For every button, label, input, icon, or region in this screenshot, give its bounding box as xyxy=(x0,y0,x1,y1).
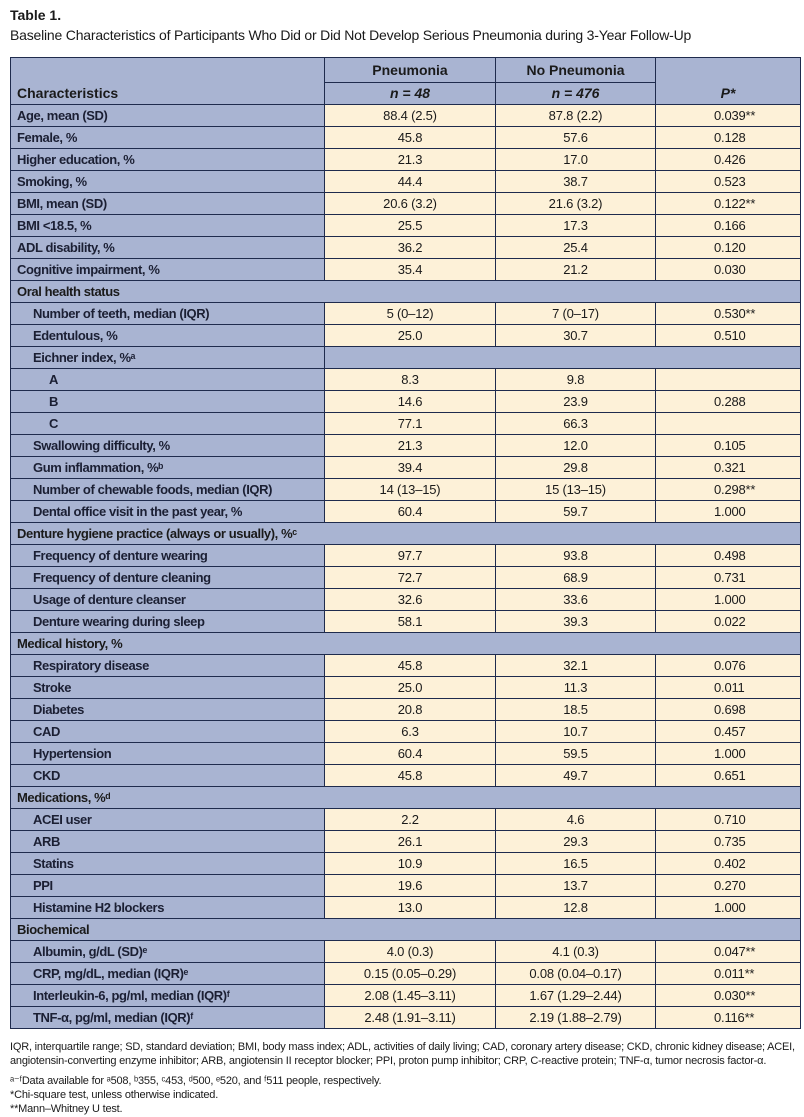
row-label: Edentulous, % xyxy=(11,325,325,347)
p-value xyxy=(656,369,801,391)
table-row xyxy=(11,853,801,875)
p-value: 0.047** xyxy=(656,941,801,963)
pneumonia-value: 60.4 xyxy=(325,501,496,523)
row-label: TNF-α, pg/ml, median (IQR)ᶠ xyxy=(11,1007,325,1029)
pneumonia-value: 25.0 xyxy=(325,325,496,347)
row-label: Eichner index, %ᵃ xyxy=(11,347,325,369)
header-pneumonia-n: n = 48 xyxy=(325,83,496,105)
p-value: 0.120 xyxy=(656,237,801,259)
table-row xyxy=(11,699,801,721)
pneumonia-value: 97.7 xyxy=(325,545,496,567)
row-label: Usage of denture cleanser xyxy=(11,589,325,611)
p-value: 0.731 xyxy=(656,567,801,589)
p-value: 0.298** xyxy=(656,479,801,501)
table-row xyxy=(11,765,801,787)
no-pneumonia-value: 59.7 xyxy=(496,501,656,523)
no-pneumonia-value: 93.8 xyxy=(496,545,656,567)
pneumonia-value: 5 (0–12) xyxy=(325,303,496,325)
pneumonia-value: 20.6 (3.2) xyxy=(325,193,496,215)
table-row xyxy=(11,743,801,765)
table-row xyxy=(11,193,801,215)
table-row xyxy=(11,149,801,171)
p-value: 0.270 xyxy=(656,875,801,897)
no-pneumonia-value: 49.7 xyxy=(496,765,656,787)
table-row xyxy=(11,721,801,743)
table-row xyxy=(11,809,801,831)
header-row xyxy=(11,58,801,83)
row-label: CKD xyxy=(11,765,325,787)
no-pneumonia-value: 17.0 xyxy=(496,149,656,171)
no-pneumonia-value: 15 (13–15) xyxy=(496,479,656,501)
p-value: 0.030 xyxy=(656,259,801,281)
p-value: 0.498 xyxy=(656,545,801,567)
row-label: Denture wearing during sleep xyxy=(11,611,325,633)
row-label: Frequency of denture wearing xyxy=(11,545,325,567)
no-pneumonia-value: 10.7 xyxy=(496,721,656,743)
row-label: ADL disability, % xyxy=(11,237,325,259)
no-pneumonia-value: 13.7 xyxy=(496,875,656,897)
table-row xyxy=(11,215,801,237)
pneumonia-value: 77.1 xyxy=(325,413,496,435)
table-row xyxy=(11,369,801,391)
p-value: 1.000 xyxy=(656,501,801,523)
row-label: Dental office visit in the past year, % xyxy=(11,501,325,523)
no-pneumonia-value: 17.3 xyxy=(496,215,656,237)
row-label: CAD xyxy=(11,721,325,743)
row-label: Frequency of denture cleaning xyxy=(11,567,325,589)
subsection-fill xyxy=(325,347,801,369)
pneumonia-value: 2.08 (1.45–3.11) xyxy=(325,985,496,1007)
pneumonia-value: 44.4 xyxy=(325,171,496,193)
subsection-row xyxy=(11,347,801,369)
section-row xyxy=(11,919,801,941)
table-row xyxy=(11,655,801,677)
row-label: Respiratory disease xyxy=(11,655,325,677)
p-value: 0.426 xyxy=(656,149,801,171)
table-row xyxy=(11,677,801,699)
p-value xyxy=(656,413,801,435)
pneumonia-value: 4.0 (0.3) xyxy=(325,941,496,963)
row-label: Smoking, % xyxy=(11,171,325,193)
table-row xyxy=(11,303,801,325)
table-row xyxy=(11,391,801,413)
header-no-pneumonia: No Pneumonia xyxy=(496,58,656,83)
pneumonia-value: 25.5 xyxy=(325,215,496,237)
p-value: 0.710 xyxy=(656,809,801,831)
p-value: 0.105 xyxy=(656,435,801,457)
header-no-pneumonia-n: n = 476 xyxy=(496,83,656,105)
no-pneumonia-value: 2.19 (1.88–2.79) xyxy=(496,1007,656,1029)
table-row xyxy=(11,941,801,963)
row-label: BMI, mean (SD) xyxy=(11,193,325,215)
header-characteristics: Characteristics xyxy=(11,58,325,105)
pneumonia-value: 45.8 xyxy=(325,765,496,787)
table-row xyxy=(11,589,801,611)
row-label: Number of teeth, median (IQR) xyxy=(11,303,325,325)
section-label: Biochemical xyxy=(11,919,801,941)
pneumonia-value: 36.2 xyxy=(325,237,496,259)
p-value: 1.000 xyxy=(656,897,801,919)
table-row xyxy=(11,875,801,897)
p-value: 0.030** xyxy=(656,985,801,1007)
p-value: 0.530** xyxy=(656,303,801,325)
table-row xyxy=(11,325,801,347)
section-row xyxy=(11,633,801,655)
p-value: 1.000 xyxy=(656,743,801,765)
table-row xyxy=(11,897,801,919)
section-label: Medical history, % xyxy=(11,633,801,655)
no-pneumonia-value: 4.1 (0.3) xyxy=(496,941,656,963)
no-pneumonia-value: 29.8 xyxy=(496,457,656,479)
row-label: Number of chewable foods, median (IQR) xyxy=(11,479,325,501)
no-pneumonia-value: 11.3 xyxy=(496,677,656,699)
table-row xyxy=(11,963,801,985)
p-value: 0.651 xyxy=(656,765,801,787)
no-pneumonia-value: 7 (0–17) xyxy=(496,303,656,325)
row-label: Albumin, g/dL (SD)ᵉ xyxy=(11,941,325,963)
no-pneumonia-value: 38.7 xyxy=(496,171,656,193)
footnote-availability: ᵃ⁻ᶠData available for ᵃ508, ᵇ355, ᶜ453, ᵈ500, ᵉ520, and ᶠ511 people, respectively. xyxy=(10,1075,382,1087)
no-pneumonia-value: 32.1 xyxy=(496,655,656,677)
pneumonia-value: 39.4 xyxy=(325,457,496,479)
pneumonia-value: 45.8 xyxy=(325,127,496,149)
p-value: 0.457 xyxy=(656,721,801,743)
p-value: 0.510 xyxy=(656,325,801,347)
no-pneumonia-value: 30.7 xyxy=(496,325,656,347)
pneumonia-value: 72.7 xyxy=(325,567,496,589)
pneumonia-value: 2.48 (1.91–3.11) xyxy=(325,1007,496,1029)
no-pneumonia-value: 23.9 xyxy=(496,391,656,413)
no-pneumonia-value: 21.6 (3.2) xyxy=(496,193,656,215)
no-pneumonia-value: 57.6 xyxy=(496,127,656,149)
row-label: Stroke xyxy=(11,677,325,699)
table-row xyxy=(11,611,801,633)
footnote-abbreviations: IQR, interquartile range; SD, standard deviation; BMI, body mass index; ADL, activities of daily living; CAD, coronary artery disease; CKD, chronic kidney disease; ACEI, angiotensin-converting enzyme inhibitor; ARB, angiotensin II receptor blocker; PPI, proton pump inhibitor; CRP, C-reactive protein; TNF-α, tumor necrosis factor-α. xyxy=(10,1041,795,1067)
no-pneumonia-value: 39.3 xyxy=(496,611,656,633)
pneumonia-value: 19.6 xyxy=(325,875,496,897)
no-pneumonia-value: 18.5 xyxy=(496,699,656,721)
row-label: Diabetes xyxy=(11,699,325,721)
pneumonia-value: 32.6 xyxy=(325,589,496,611)
p-value: 0.022 xyxy=(656,611,801,633)
pneumonia-value: 58.1 xyxy=(325,611,496,633)
p-value: 0.321 xyxy=(656,457,801,479)
section-row xyxy=(11,281,801,303)
p-value: 0.288 xyxy=(656,391,801,413)
pneumonia-value: 21.3 xyxy=(325,435,496,457)
row-label: Histamine H2 blockers xyxy=(11,897,325,919)
row-label: A xyxy=(11,369,325,391)
p-value: 0.116** xyxy=(656,1007,801,1029)
row-label: CRP, mg/dL, median (IQR)ᵉ xyxy=(11,963,325,985)
table-row xyxy=(11,259,801,281)
row-label: Interleukin-6, pg/ml, median (IQR)ᶠ xyxy=(11,985,325,1007)
no-pneumonia-value: 12.0 xyxy=(496,435,656,457)
p-value: 0.039** xyxy=(656,105,801,127)
p-value: 1.000 xyxy=(656,589,801,611)
row-label: C xyxy=(11,413,325,435)
pneumonia-value: 88.4 (2.5) xyxy=(325,105,496,127)
pneumonia-value: 14 (13–15) xyxy=(325,479,496,501)
p-value: 0.166 xyxy=(656,215,801,237)
table-row xyxy=(11,237,801,259)
row-label: Cognitive impairment, % xyxy=(11,259,325,281)
no-pneumonia-value: 9.8 xyxy=(496,369,656,391)
no-pneumonia-value: 4.6 xyxy=(496,809,656,831)
row-label: PPI xyxy=(11,875,325,897)
row-label: Higher education, % xyxy=(11,149,325,171)
section-row xyxy=(11,523,801,545)
row-label: Female, % xyxy=(11,127,325,149)
table-row xyxy=(11,435,801,457)
section-label: Oral health status xyxy=(11,281,801,303)
pneumonia-value: 26.1 xyxy=(325,831,496,853)
p-value: 0.523 xyxy=(656,171,801,193)
pneumonia-value: 14.6 xyxy=(325,391,496,413)
header-p-value: P* xyxy=(656,58,801,105)
no-pneumonia-value: 87.8 (2.2) xyxy=(496,105,656,127)
row-label: ACEI user xyxy=(11,809,325,831)
no-pneumonia-value: 59.5 xyxy=(496,743,656,765)
pneumonia-value: 45.8 xyxy=(325,655,496,677)
no-pneumonia-value: 0.08 (0.04–0.17) xyxy=(496,963,656,985)
p-value: 0.011** xyxy=(656,963,801,985)
section-row xyxy=(11,787,801,809)
no-pneumonia-value: 1.67 (1.29–2.44) xyxy=(496,985,656,1007)
p-value: 0.402 xyxy=(656,853,801,875)
pneumonia-value: 20.8 xyxy=(325,699,496,721)
table-row xyxy=(11,985,801,1007)
pneumonia-value: 13.0 xyxy=(325,897,496,919)
row-label: BMI <18.5, % xyxy=(11,215,325,237)
table-caption: Baseline Characteristics of Participants Who Did or Did Not Develop Serious Pneumonia during 3-Year Follow-Up xyxy=(10,27,692,43)
pneumonia-value: 0.15 (0.05–0.29) xyxy=(325,963,496,985)
p-value: 0.076 xyxy=(656,655,801,677)
row-label: B xyxy=(11,391,325,413)
p-value: 0.128 xyxy=(656,127,801,149)
table-row xyxy=(11,413,801,435)
p-value: 0.698 xyxy=(656,699,801,721)
pneumonia-value: 8.3 xyxy=(325,369,496,391)
no-pneumonia-value: 12.8 xyxy=(496,897,656,919)
pneumonia-value: 21.3 xyxy=(325,149,496,171)
footnote-mann-whitney: **Mann–Whitney U test. xyxy=(10,1103,123,1115)
row-label: Swallowing difficulty, % xyxy=(11,435,325,457)
p-value: 0.735 xyxy=(656,831,801,853)
table-row xyxy=(11,171,801,193)
no-pneumonia-value: 16.5 xyxy=(496,853,656,875)
no-pneumonia-value: 25.4 xyxy=(496,237,656,259)
p-value: 0.122** xyxy=(656,193,801,215)
section-label: Denture hygiene practice (always or usually), %ᶜ xyxy=(11,523,801,545)
pneumonia-value: 60.4 xyxy=(325,743,496,765)
table-row xyxy=(11,545,801,567)
no-pneumonia-value: 33.6 xyxy=(496,589,656,611)
row-label: ARB xyxy=(11,831,325,853)
table-row xyxy=(11,1007,801,1029)
row-label: Age, mean (SD) xyxy=(11,105,325,127)
pneumonia-value: 6.3 xyxy=(325,721,496,743)
data-table xyxy=(10,57,801,1029)
header-pneumonia: Pneumonia xyxy=(325,58,496,83)
pneumonia-value: 25.0 xyxy=(325,677,496,699)
no-pneumonia-value: 66.3 xyxy=(496,413,656,435)
no-pneumonia-value: 29.3 xyxy=(496,831,656,853)
table-row xyxy=(11,479,801,501)
table-row xyxy=(11,831,801,853)
pneumonia-value: 2.2 xyxy=(325,809,496,831)
pneumonia-value: 35.4 xyxy=(325,259,496,281)
footnote-chi-square: *Chi-square test, unless otherwise indicated. xyxy=(10,1089,219,1101)
row-label: Gum inflammation, %ᵇ xyxy=(11,457,325,479)
no-pneumonia-value: 21.2 xyxy=(496,259,656,281)
p-value: 0.011 xyxy=(656,677,801,699)
table-row xyxy=(11,567,801,589)
no-pneumonia-value: 68.9 xyxy=(496,567,656,589)
table-number: Table 1. xyxy=(10,7,62,23)
table-row xyxy=(11,501,801,523)
table-row xyxy=(11,105,801,127)
pneumonia-value: 10.9 xyxy=(325,853,496,875)
section-label: Medications, %ᵈ xyxy=(11,787,801,809)
row-label: Hypertension xyxy=(11,743,325,765)
row-label: Statins xyxy=(11,853,325,875)
table-row xyxy=(11,127,801,149)
table-row xyxy=(11,457,801,479)
